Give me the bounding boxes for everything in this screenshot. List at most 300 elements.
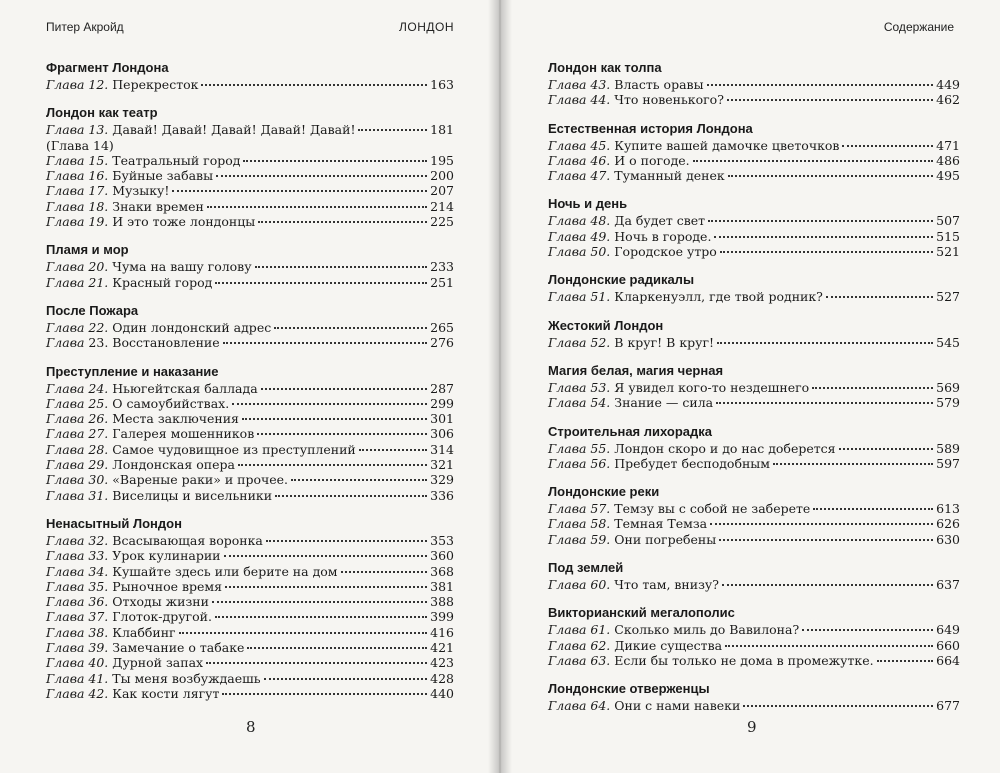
chapter-title: В круг! В круг! bbox=[614, 334, 715, 350]
chapter-page-number: 265 bbox=[430, 319, 454, 335]
toc-entry bbox=[46, 320, 454, 335]
chapter-page-number: 589 bbox=[936, 440, 960, 456]
dot-leader bbox=[275, 495, 427, 497]
chapter-title: Дурной запах bbox=[112, 655, 204, 671]
chapter-page-number: 597 bbox=[936, 455, 960, 471]
chapter-page-number: 306 bbox=[430, 426, 454, 442]
chapter-title: «Вареные раки» и прочее. bbox=[112, 472, 289, 488]
chapter-title: Замечание о табаке bbox=[112, 640, 245, 656]
toc-section bbox=[548, 484, 960, 547]
toc-section bbox=[548, 560, 960, 592]
chapter-label: Глава 63. bbox=[548, 652, 611, 668]
dot-leader bbox=[728, 175, 933, 177]
chapter-title: Чума на вашу голову bbox=[112, 259, 252, 275]
toc-entry bbox=[46, 671, 454, 686]
chapter-label: Глава 51. bbox=[548, 289, 611, 305]
section-title: Преступление и наказание bbox=[46, 363, 219, 379]
chapter-label: Глава 56. bbox=[548, 455, 611, 471]
chapter-title: Самое чудовищное из преступлений bbox=[112, 441, 356, 457]
dot-leader bbox=[812, 387, 933, 389]
toc-entry bbox=[548, 289, 960, 304]
toc-entry bbox=[46, 275, 454, 290]
dot-leader bbox=[717, 342, 933, 344]
toc-entry bbox=[46, 442, 454, 457]
dot-leader bbox=[225, 586, 427, 588]
dot-leader bbox=[261, 388, 427, 390]
toc-entry bbox=[46, 153, 454, 168]
chapter-page-number: 630 bbox=[936, 531, 960, 547]
toc-entry bbox=[46, 625, 454, 640]
chapter-title: Один лондонский адрес bbox=[112, 319, 272, 335]
dot-leader bbox=[207, 206, 427, 208]
chapter-label: Глава 29. bbox=[46, 457, 109, 473]
chapter-label: Глава 27. bbox=[46, 426, 109, 442]
chapter-label: Глава 21. bbox=[46, 274, 109, 290]
chapter-label: Глава 59. bbox=[548, 531, 611, 547]
dot-leader bbox=[743, 705, 933, 707]
chapter-page-number: 163 bbox=[430, 77, 454, 92]
chapter-label: Глава 20. bbox=[46, 259, 109, 275]
toc-entry bbox=[46, 335, 454, 350]
chapter-label: Глава 39. bbox=[46, 640, 109, 656]
toc-entry bbox=[46, 426, 454, 441]
toc-section bbox=[548, 318, 960, 350]
chapter-label: Глава 18. bbox=[46, 198, 109, 214]
chapter-page-number: 579 bbox=[936, 395, 960, 411]
section-title: После Пожара bbox=[46, 302, 139, 318]
chapter-page-number: 495 bbox=[936, 168, 960, 184]
toc-section bbox=[548, 272, 960, 304]
chapter-page-number: 428 bbox=[430, 670, 454, 686]
chapter-label: Глава 19. bbox=[46, 214, 109, 230]
chapter-title: И о погоде. bbox=[614, 152, 690, 168]
dot-leader bbox=[247, 647, 427, 649]
section-title: Фрагмент Лондона bbox=[46, 60, 169, 75]
chapter-page-number: 637 bbox=[936, 577, 960, 593]
chapter-page-number: 626 bbox=[936, 516, 960, 532]
dot-leader bbox=[242, 418, 427, 420]
toc-entry bbox=[548, 622, 960, 637]
dot-leader bbox=[243, 160, 427, 162]
toc-entry bbox=[548, 168, 960, 183]
chapter-label: Глава 40. bbox=[46, 655, 109, 671]
chapter-title: Если бы только не дома в промежутке. bbox=[614, 652, 874, 668]
chapter-page-number: 251 bbox=[430, 274, 454, 290]
chapter-title: Власть оравы bbox=[614, 77, 704, 92]
dot-leader bbox=[264, 678, 427, 680]
toc-entry bbox=[46, 548, 454, 563]
chapter-label: Глава 25. bbox=[46, 395, 109, 411]
chapter-title: Урок кулинарии bbox=[112, 548, 221, 564]
chapter-label: Глава 49. bbox=[548, 228, 611, 244]
chapter-title: Отходы жизни bbox=[112, 594, 209, 610]
chapter-title: Кушайте здесь или берите на дом bbox=[112, 563, 338, 579]
chapter-title: 23. Восстановление bbox=[88, 335, 220, 351]
toc-section bbox=[46, 516, 454, 701]
chapter-label: Глава 38. bbox=[46, 624, 109, 640]
dot-leader bbox=[341, 571, 427, 573]
dot-leader bbox=[839, 448, 933, 450]
chapter-label: Глава 64. bbox=[548, 698, 611, 714]
toc-entry bbox=[548, 77, 960, 92]
chapter-page-number: 613 bbox=[936, 501, 960, 517]
dot-leader bbox=[802, 629, 933, 631]
chapter-page-number: 287 bbox=[430, 380, 454, 396]
toc-entry bbox=[46, 579, 454, 594]
chapter-label: Глава 53. bbox=[548, 379, 611, 395]
section-title: Жестокий Лондон bbox=[548, 317, 664, 333]
toc-entry bbox=[46, 488, 454, 503]
toc-entry bbox=[548, 577, 960, 592]
toc-entry bbox=[46, 381, 454, 396]
chapter-title: Что там, внизу? bbox=[614, 577, 719, 593]
chapter-title: Сколько миль до Вавилона? bbox=[614, 622, 800, 638]
chapter-page-number: 321 bbox=[430, 457, 454, 473]
toc-section bbox=[548, 121, 960, 184]
toc-entry bbox=[46, 199, 454, 214]
toc-entry bbox=[548, 395, 960, 410]
toc-section bbox=[46, 303, 454, 351]
toc-entry bbox=[46, 533, 454, 548]
chapter-title: Лондон скоро и до нас доберется bbox=[614, 440, 836, 456]
chapter-label: Глава 50. bbox=[548, 244, 611, 260]
toc-entry bbox=[548, 532, 960, 547]
toc-entry bbox=[548, 456, 960, 471]
toc-entry bbox=[46, 564, 454, 579]
toc-entry bbox=[548, 516, 960, 531]
dot-leader bbox=[257, 433, 427, 435]
dot-leader bbox=[719, 539, 933, 541]
section-title: Лондонские реки bbox=[548, 484, 660, 500]
table-of-contents-left bbox=[46, 60, 454, 714]
chapter-title: Театральный город bbox=[112, 152, 241, 168]
chapter-title: О самоубийствах. bbox=[112, 395, 230, 411]
toc-entry bbox=[46, 655, 454, 670]
chapter-page-number: 233 bbox=[430, 259, 454, 275]
section-title: Лондон как толпа bbox=[548, 60, 662, 75]
dot-leader bbox=[215, 282, 427, 284]
chapter-label: Глава 36. bbox=[46, 594, 109, 610]
chapter-page-number: 471 bbox=[936, 137, 960, 153]
toc-entry bbox=[548, 335, 960, 350]
dot-leader bbox=[358, 129, 427, 131]
chapter-label: Глава 57. bbox=[548, 501, 611, 517]
right-page bbox=[502, 0, 1000, 773]
chapter-title: Они погребены bbox=[614, 531, 717, 547]
chapter-label: Глава 26. bbox=[46, 411, 109, 427]
toc-section bbox=[46, 105, 454, 229]
toc-entry bbox=[46, 396, 454, 411]
chapter-page-number: 440 bbox=[430, 685, 454, 701]
chapter-label: Глава 48. bbox=[548, 213, 611, 229]
chapter-page-number: 545 bbox=[936, 334, 960, 350]
dot-leader bbox=[172, 190, 427, 192]
running-head-title: ЛОНДОН bbox=[398, 20, 454, 34]
dot-leader bbox=[714, 236, 933, 238]
toc-section bbox=[548, 60, 960, 108]
table-of-contents-right bbox=[548, 60, 960, 727]
chapter-label: Глава 30. bbox=[46, 472, 109, 488]
chapter-page-number: 301 bbox=[430, 411, 454, 427]
chapter-title: Места заключения bbox=[112, 411, 239, 427]
chapter-label: Глава 43. bbox=[548, 77, 611, 92]
running-head-author: Питер Акройд bbox=[46, 20, 124, 34]
chapter-title: Городское утро bbox=[614, 244, 717, 260]
chapter-title: Пребудет бесподобным bbox=[614, 455, 770, 471]
chapter-page-number: 527 bbox=[936, 289, 960, 305]
left-page bbox=[0, 0, 498, 773]
chapter-label: Глава 55. bbox=[548, 440, 611, 456]
chapter-page-number: 214 bbox=[430, 198, 454, 214]
chapter-page-number: 329 bbox=[430, 472, 454, 488]
chapter-page-number: 421 bbox=[430, 640, 454, 656]
chapter-page-number: 314 bbox=[430, 441, 454, 457]
chapter-page-number: 515 bbox=[936, 228, 960, 244]
dot-leader bbox=[215, 616, 427, 618]
chapter-page-number: 276 bbox=[430, 335, 454, 351]
chapter-page-number: 649 bbox=[936, 622, 960, 638]
section-title: Строительная лихорадка bbox=[548, 423, 713, 439]
toc-entry bbox=[46, 214, 454, 229]
toc-entry bbox=[548, 501, 960, 516]
toc-entry bbox=[548, 213, 960, 228]
chapter-label: Глава 33. bbox=[46, 548, 109, 564]
toc-entry bbox=[548, 229, 960, 244]
toc-section bbox=[46, 364, 454, 503]
chapter-page-number: 360 bbox=[430, 548, 454, 564]
chapter-label: Глава 42. bbox=[46, 685, 109, 701]
chapter-page-number: 660 bbox=[936, 637, 960, 653]
toc-entry bbox=[548, 638, 960, 653]
chapter-label: Глава 45. bbox=[548, 137, 611, 153]
chapter-page-number: 569 bbox=[936, 379, 960, 395]
chapter-page-number: 416 bbox=[430, 624, 454, 640]
chapter-page-number: 299 bbox=[430, 395, 454, 411]
toc-entry bbox=[46, 457, 454, 472]
chapter-title: Я увидел кого-то нездешнего bbox=[614, 379, 810, 395]
toc-entry bbox=[46, 259, 454, 274]
dot-leader bbox=[216, 175, 427, 177]
toc-entry bbox=[46, 411, 454, 426]
chapter-title: Ты меня возбуждаешь bbox=[112, 670, 261, 686]
chapter-title: Темзу вы с собой не заберете bbox=[614, 501, 811, 517]
section-title: Под землей bbox=[548, 560, 624, 576]
section-title: Пламя и мор bbox=[46, 242, 129, 258]
chapter-label: Глава 16. bbox=[46, 168, 109, 184]
chapter-label: Глава 44. bbox=[548, 92, 611, 108]
dot-leader bbox=[255, 266, 427, 268]
chapter-title: Ньюгейтская баллада bbox=[112, 380, 258, 396]
chapter-title: Темная Темза bbox=[614, 516, 708, 532]
chapter-title: Буйные забавы bbox=[112, 168, 214, 184]
dot-leader bbox=[826, 296, 933, 298]
dot-leader bbox=[877, 660, 933, 662]
chapter-page-number: 664 bbox=[936, 652, 960, 668]
chapter-label: Глава 60. bbox=[548, 577, 611, 593]
chapter-page-number: 399 bbox=[430, 609, 454, 625]
chapter-title: Как кости лягут bbox=[112, 685, 220, 701]
dot-leader bbox=[727, 99, 933, 101]
chapter-label: Глава 52. bbox=[548, 334, 611, 350]
chapter-label: Глава 37. bbox=[46, 609, 109, 625]
toc-entry bbox=[46, 122, 454, 137]
chapter-label: Глава 24. bbox=[46, 380, 109, 396]
toc-entry bbox=[548, 244, 960, 259]
chapter-label: Глава bbox=[46, 335, 85, 351]
toc-entry bbox=[548, 698, 960, 713]
dot-leader bbox=[720, 251, 933, 253]
toc-section bbox=[548, 196, 960, 259]
chapter-title: Клаббинг bbox=[112, 624, 176, 640]
dot-leader bbox=[223, 342, 427, 344]
chapter-label: Глава 31. bbox=[46, 487, 109, 503]
toc-entry bbox=[46, 168, 454, 183]
chapter-page-number: 462 bbox=[936, 92, 960, 108]
section-title: Викторианский мегалополис bbox=[548, 605, 735, 621]
chapter-title: Кларкенуэлл, где твой родник? bbox=[614, 289, 823, 305]
chapter-page-number: 353 bbox=[430, 532, 454, 548]
chapter-page-number: 381 bbox=[430, 578, 454, 594]
toc-section bbox=[548, 424, 960, 472]
dot-leader bbox=[722, 584, 933, 586]
chapter-page-number: 181 bbox=[430, 122, 454, 138]
chapter-page-number: 507 bbox=[936, 213, 960, 229]
chapter-title: Знаки времен bbox=[112, 198, 204, 214]
toc-section bbox=[46, 60, 454, 92]
chapter-title: Купите вашей дамочке цветочков bbox=[614, 137, 840, 153]
page-number: 9 bbox=[747, 718, 757, 736]
page-number: 8 bbox=[246, 718, 256, 736]
chapter-page-number: 521 bbox=[936, 244, 960, 260]
chapter-page-number: 388 bbox=[430, 594, 454, 610]
dot-leader bbox=[707, 84, 933, 86]
chapter-label: Глава 61. bbox=[548, 622, 611, 638]
toc-entry bbox=[46, 640, 454, 655]
section-title: Магия белая, магия черная bbox=[548, 362, 724, 378]
running-head-section: Содержание bbox=[883, 20, 954, 34]
dot-leader bbox=[258, 221, 427, 223]
chapter-title: И это тоже лондонцы bbox=[112, 214, 256, 230]
chapter-title: Перекресток bbox=[112, 77, 199, 92]
chapter-label: Глава 47. bbox=[548, 168, 611, 184]
chapter-label: Глава 13. bbox=[46, 122, 109, 138]
section-title: Ненасытный Лондон bbox=[46, 515, 182, 531]
chapter-title: Глоток-другой. bbox=[112, 609, 212, 625]
toc-entry bbox=[46, 686, 454, 701]
chapter-title: Красный город bbox=[112, 274, 213, 290]
toc-entry bbox=[46, 77, 454, 92]
dot-leader bbox=[274, 327, 427, 329]
toc-entry bbox=[548, 92, 960, 107]
chapter-label: Глава 32. bbox=[46, 532, 109, 548]
dot-leader bbox=[222, 693, 427, 695]
chapter-page-number: 486 bbox=[936, 152, 960, 168]
dot-leader bbox=[224, 555, 427, 557]
chapter-title: Галерея мошенников bbox=[112, 426, 255, 442]
chapter-label: Глава 58. bbox=[548, 516, 611, 532]
toc-entry bbox=[46, 594, 454, 609]
dot-leader bbox=[212, 601, 427, 603]
dot-leader bbox=[708, 220, 933, 222]
dot-leader bbox=[716, 402, 933, 404]
toc-section bbox=[46, 242, 454, 290]
chapter-title: Да будет свет bbox=[614, 213, 706, 229]
chapter-label: Глава 54. bbox=[548, 395, 611, 411]
dot-leader bbox=[359, 449, 427, 451]
toc-section bbox=[548, 681, 960, 713]
section-title: Ночь и день bbox=[548, 196, 628, 212]
toc-entry bbox=[46, 183, 454, 198]
chapter-label: Глава 28. bbox=[46, 441, 109, 457]
chapter-title: Что новенького? bbox=[614, 92, 724, 108]
dot-leader bbox=[725, 645, 933, 647]
dot-leader bbox=[266, 540, 427, 542]
section-title: Лондон как театр bbox=[46, 105, 158, 121]
section-title: Лондонские радикалы bbox=[548, 272, 695, 288]
dot-leader bbox=[813, 508, 933, 510]
toc-entry bbox=[548, 380, 960, 395]
chapter-title: Музыку! bbox=[112, 183, 170, 199]
dot-leader bbox=[693, 160, 933, 162]
chapter-title: Знание — сила bbox=[614, 395, 714, 411]
chapter-title: Дикие существа bbox=[614, 637, 723, 653]
toc-section bbox=[548, 363, 960, 411]
chapter-label: Глава 15. bbox=[46, 152, 109, 168]
chapter-page-number: 200 bbox=[430, 168, 454, 184]
dot-leader bbox=[206, 662, 427, 664]
chapter-page-number: 207 bbox=[430, 183, 454, 199]
toc-entry bbox=[46, 609, 454, 624]
chapter-label: Глава 17. bbox=[46, 183, 109, 199]
toc-entry bbox=[46, 472, 454, 487]
chapter-title: Они с нами навеки bbox=[614, 698, 741, 714]
chapter-page-number: 449 bbox=[936, 77, 960, 92]
section-title: Лондонские отверженцы bbox=[548, 681, 710, 697]
section-title: Естественная история Лондона bbox=[548, 120, 753, 136]
chapter-title: Туманный денек bbox=[614, 168, 725, 184]
chapter-title: Ночь в городе. bbox=[614, 228, 712, 244]
chapter-label: Глава 46. bbox=[548, 152, 611, 168]
toc-section bbox=[548, 605, 960, 668]
dot-leader bbox=[710, 523, 933, 525]
chapter-title: Виселицы и висельники bbox=[112, 487, 273, 503]
chapter-page-number: 677 bbox=[936, 698, 960, 714]
chapter-page-number: 368 bbox=[430, 563, 454, 579]
toc-entry bbox=[548, 153, 960, 168]
chapter-label: Глава 34. bbox=[46, 563, 109, 579]
dot-leader bbox=[179, 632, 427, 634]
chapter-label: Глава 62. bbox=[548, 637, 611, 653]
toc-entry bbox=[548, 653, 960, 668]
chapter-page-number: 336 bbox=[430, 487, 454, 503]
dot-leader bbox=[238, 464, 427, 466]
toc-entry bbox=[548, 441, 960, 456]
chapter-page-number: 423 bbox=[430, 655, 454, 671]
chapter-label: Глава 12. bbox=[46, 77, 109, 92]
dot-leader bbox=[291, 479, 427, 481]
chapter-label: Глава 41. bbox=[46, 670, 109, 686]
chapter-title: Лондонская опера bbox=[112, 457, 235, 473]
toc-entry bbox=[46, 138, 454, 153]
dot-leader bbox=[232, 403, 427, 405]
dot-leader bbox=[842, 145, 933, 147]
chapter-label: Глава 22. bbox=[46, 319, 109, 335]
dot-leader bbox=[201, 84, 427, 86]
chapter-title: (Глава 14) bbox=[46, 137, 114, 153]
chapter-page-number: 225 bbox=[430, 214, 454, 230]
chapter-page-number: 195 bbox=[430, 152, 454, 168]
book-gutter-shadow bbox=[488, 0, 512, 773]
